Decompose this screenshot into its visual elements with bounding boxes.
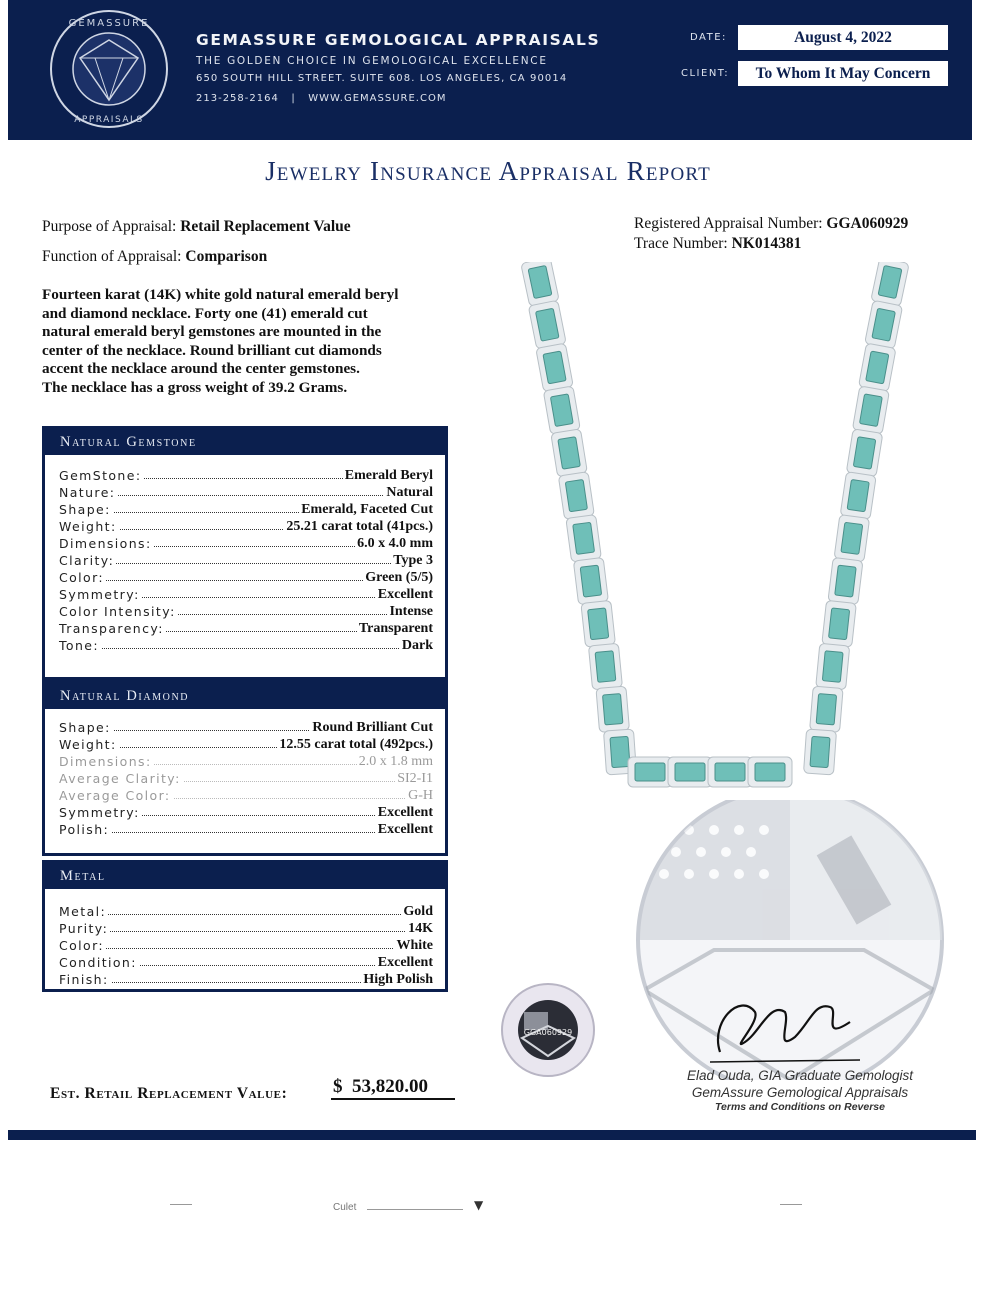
spec-key: Condition: bbox=[59, 955, 137, 970]
spec-row bbox=[59, 518, 433, 535]
necklace-link bbox=[521, 262, 559, 307]
spec-value: G-H bbox=[408, 788, 433, 803]
spec-row bbox=[59, 821, 433, 838]
spec-row bbox=[59, 569, 433, 586]
spec-key: Tone: bbox=[59, 638, 99, 653]
necklace-link bbox=[566, 515, 602, 563]
company-phone-web: 213-258-2164 | WWW.GEMASSURE.COM bbox=[196, 93, 447, 104]
necklace-link bbox=[628, 757, 672, 787]
footer-bar bbox=[8, 1130, 976, 1140]
necklace-link bbox=[708, 757, 752, 787]
spec-row bbox=[59, 920, 433, 937]
spec-value: Excellent bbox=[377, 822, 433, 837]
description-line: Fourteen karat (14K) white gold natural emerald beryl bbox=[42, 286, 399, 303]
necklace-link bbox=[581, 600, 616, 647]
spec-value: Excellent bbox=[377, 805, 433, 820]
spec-key: Transparency: bbox=[59, 621, 164, 636]
necklace-link bbox=[816, 643, 850, 690]
spec-row bbox=[59, 620, 433, 637]
necklace-link bbox=[834, 515, 870, 563]
necklace-link bbox=[528, 300, 566, 349]
necklace-link bbox=[668, 757, 712, 787]
necklace-link bbox=[846, 429, 883, 477]
spec-row bbox=[59, 954, 433, 971]
spec-value: High Polish bbox=[363, 972, 433, 987]
culet-label: Culet bbox=[333, 1202, 357, 1213]
company-address: 650 SOUTH HILL STREET. SUITE 608. LOS ANGELES, CA 90014 bbox=[196, 73, 568, 84]
gemstone-heading: Natural Gemstone bbox=[45, 429, 445, 455]
spec-value: Emerald, Faceted Cut bbox=[301, 502, 433, 517]
spec-value: Emerald Beryl bbox=[344, 468, 433, 483]
spec-key: Average Clarity: bbox=[59, 771, 181, 786]
function-value: Comparison bbox=[185, 248, 268, 265]
spec-key: Clarity: bbox=[59, 553, 115, 568]
necklace-link bbox=[804, 729, 837, 775]
date-value: August 4, 2022 bbox=[738, 25, 948, 50]
registered-label: Registered Appraisal Number: bbox=[634, 215, 823, 232]
metal-panel bbox=[42, 860, 448, 992]
spec-key: Shape: bbox=[59, 720, 111, 735]
spec-value: Round Brilliant Cut bbox=[312, 720, 433, 735]
spec-value: Intense bbox=[389, 604, 433, 619]
necklace-link bbox=[840, 472, 876, 520]
spec-key: Symmetry: bbox=[59, 805, 140, 820]
spec-value: Dark bbox=[401, 638, 433, 653]
spec-row bbox=[59, 903, 433, 920]
signer-name: Elad Ouda, GIA Graduate Gemologist bbox=[686, 1068, 914, 1083]
date-label: DATE: bbox=[690, 32, 727, 43]
spec-key: Finish: bbox=[59, 972, 109, 987]
trace-value: NK014381 bbox=[731, 235, 802, 252]
spec-value: 14K bbox=[408, 921, 433, 936]
spec-row bbox=[59, 467, 433, 484]
necklace-photo bbox=[520, 262, 910, 802]
spec-key: Shape: bbox=[59, 502, 111, 517]
signature-icon bbox=[700, 982, 860, 1066]
spec-key: Color Intensity: bbox=[59, 604, 176, 619]
registered-row bbox=[634, 215, 908, 233]
spec-row bbox=[59, 484, 433, 501]
spec-row bbox=[59, 971, 433, 988]
spec-key: Symmetry: bbox=[59, 587, 140, 602]
spec-key: Polish: bbox=[59, 822, 110, 837]
spec-row bbox=[59, 637, 433, 654]
spec-value: Transparent bbox=[358, 621, 433, 636]
necklace-link bbox=[822, 600, 857, 647]
spec-key: Average Color: bbox=[59, 788, 171, 803]
spec-row bbox=[59, 753, 433, 770]
description-line: and diamond necklace. Forty one (41) emerald cut bbox=[42, 304, 368, 322]
necklace-link bbox=[536, 343, 574, 392]
purpose-row bbox=[42, 218, 351, 236]
necklace-link bbox=[551, 429, 588, 477]
diamond-heading: Natural Diamond bbox=[45, 683, 445, 709]
gemstone-rows bbox=[45, 455, 445, 654]
svg-text:GEMASSURE: GEMASSURE bbox=[68, 18, 150, 29]
spec-value: 2.0 x 1.8 mm bbox=[358, 754, 433, 769]
signer-company: GemAssure Gemological Appraisals bbox=[691, 1085, 909, 1100]
spec-value: 6.0 x 4.0 mm bbox=[357, 536, 433, 551]
estimate-value: $ 53,820.00 bbox=[331, 1076, 455, 1100]
description-line: natural emerald beryl gemstones are mounted in the bbox=[42, 323, 382, 340]
description-line: center of the necklace. Round brilliant cut diamonds bbox=[42, 341, 382, 359]
spec-row bbox=[59, 535, 433, 552]
necklace-link bbox=[588, 643, 622, 690]
hologram-number: GGA060929 bbox=[523, 1028, 573, 1037]
spec-value: White bbox=[396, 938, 433, 953]
spec-key: Metal: bbox=[59, 904, 107, 919]
necklace-link bbox=[810, 686, 844, 732]
necklace-link bbox=[558, 472, 594, 520]
function-row bbox=[42, 248, 267, 266]
spec-value: Gold bbox=[403, 904, 433, 919]
spec-key: Color: bbox=[59, 570, 105, 585]
necklace-link bbox=[828, 557, 863, 604]
necklace-link bbox=[871, 262, 909, 307]
spec-value: 12.55 carat total (492pcs.) bbox=[279, 737, 433, 752]
spec-row bbox=[59, 937, 433, 954]
purpose-label: Purpose of Appraisal: bbox=[42, 218, 177, 235]
metal-rows bbox=[45, 889, 445, 988]
spec-row bbox=[59, 804, 433, 821]
spec-row bbox=[59, 736, 433, 753]
spec-key: Nature: bbox=[59, 485, 116, 500]
description-line: The necklace has a gross weight of 39.2 Grams. bbox=[42, 378, 348, 396]
metal-heading: Metal bbox=[45, 863, 445, 889]
spec-key: Dimensions: bbox=[59, 754, 152, 769]
spec-row bbox=[59, 501, 433, 518]
necklace-link bbox=[748, 757, 792, 787]
spec-row bbox=[59, 552, 433, 569]
spec-key: Color: bbox=[59, 938, 105, 953]
client-value: To Whom It May Concern bbox=[738, 61, 948, 86]
estimate-label: Est. Retail Replacement Value: bbox=[50, 1085, 288, 1102]
spec-value: Natural bbox=[386, 485, 433, 500]
spec-key: Weight: bbox=[59, 519, 117, 534]
spec-key: Dimensions: bbox=[59, 536, 152, 551]
spec-row bbox=[59, 770, 433, 787]
trace-label: Trace Number: bbox=[634, 235, 728, 252]
necklace-link bbox=[543, 386, 580, 434]
purpose-value: Retail Replacement Value bbox=[180, 218, 351, 235]
gemstone-panel bbox=[42, 426, 448, 680]
spec-value: Excellent bbox=[377, 587, 433, 602]
necklace-link bbox=[573, 557, 608, 604]
item-description bbox=[42, 286, 452, 397]
spec-row bbox=[59, 787, 433, 804]
page-title: Jewelry Insurance Appraisal Report bbox=[265, 156, 711, 186]
spec-value: Excellent bbox=[377, 955, 433, 970]
necklace-link bbox=[852, 386, 889, 434]
crop-mark bbox=[170, 1204, 192, 1205]
terms-link[interactable]: Terms and Conditions on Reverse bbox=[715, 1101, 885, 1113]
company-name: GEMASSURE GEMOLOGICAL APPRAISALS bbox=[196, 31, 601, 49]
necklace-link bbox=[865, 300, 903, 349]
client-label: CLIENT: bbox=[681, 68, 730, 79]
spec-row bbox=[59, 603, 433, 620]
spec-key: Weight: bbox=[59, 737, 117, 752]
culet-line bbox=[367, 1209, 463, 1210]
registered-value: GGA060929 bbox=[826, 215, 909, 232]
svg-text:APPRAISALS: APPRAISALS bbox=[74, 115, 144, 125]
spec-value: 25.21 carat total (41pcs.) bbox=[286, 519, 433, 534]
spec-row bbox=[59, 586, 433, 603]
crop-mark bbox=[780, 1204, 802, 1205]
necklace-link bbox=[596, 686, 630, 732]
gemassure-logo bbox=[40, 8, 178, 130]
function-label: Function of Appraisal: bbox=[42, 248, 182, 265]
necklace-link bbox=[858, 343, 896, 392]
diamond-rows bbox=[45, 709, 445, 838]
diamond-panel bbox=[42, 680, 448, 856]
culet-arrow-icon: ▼ bbox=[474, 1198, 484, 1212]
spec-value: Type 3 bbox=[393, 553, 433, 568]
company-tagline: THE GOLDEN CHOICE IN GEMOLOGICAL EXCELLENCE bbox=[196, 55, 548, 67]
spec-row bbox=[59, 719, 433, 736]
spec-value: SI2-I1 bbox=[397, 771, 433, 786]
spec-key: Purity: bbox=[59, 921, 109, 936]
spec-value: Green (5/5) bbox=[365, 570, 433, 585]
description-line: accent the necklace around the center gemstones. bbox=[42, 360, 360, 377]
signature-block bbox=[640, 1068, 960, 1113]
spec-key: GemStone: bbox=[59, 468, 142, 483]
trace-row bbox=[634, 235, 801, 253]
